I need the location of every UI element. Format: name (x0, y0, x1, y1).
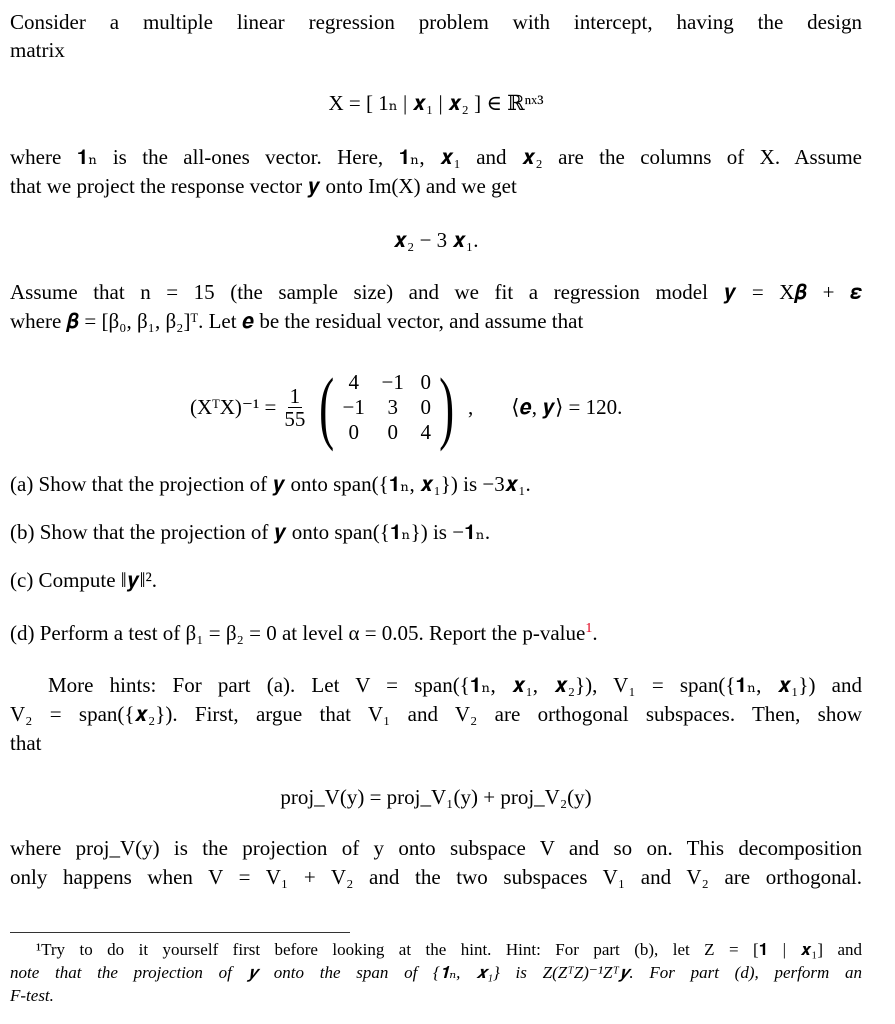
para2-line-2: that we project the response vector 𝒚 onto Im(X) and we get (10, 174, 517, 198)
para3-line-2: where 𝜷 = [β₀, β₁, β₂]ᵀ. Let 𝒆 be the residual vector, and assume that (10, 309, 584, 333)
part-c: (c) Compute ‖𝒚‖². (10, 568, 158, 592)
design-matrix-equation: X = [ 1ₙ | 𝒙₁ | 𝒙₂ ] ∈ ℝⁿˣ³ (328, 91, 544, 115)
matrix-entry: 0 (420, 369, 431, 394)
hints-line-3: that (10, 731, 42, 755)
matrix-lhs: (XᵀX)⁻¹ = (190, 394, 277, 419)
footnote-marker-link[interactable]: 1 (585, 621, 593, 636)
hints-line-2: V₂ = span({𝒙₂}). First, argue that V₁ and V₂ are orthogonal subspaces. Then, show (10, 702, 862, 726)
inner-product-equation: ⟨𝒆, 𝒚⟩ = 120. (511, 394, 623, 419)
matrix-entry: 0 (348, 419, 359, 444)
footnote-line-3: F-test. (10, 986, 54, 1005)
matrix-entry: 0 (420, 394, 431, 419)
right-paren: ) (438, 361, 454, 452)
footnote-divider (10, 932, 350, 933)
fraction (284, 385, 305, 430)
intro-line-2: matrix (10, 38, 65, 62)
footnote-line-1: ¹Try to do it yourself first before looking at the hint. Hint: For part (b), let Z = [𝟏 | 𝒙₁] and (36, 940, 862, 959)
matrix-entry: 0 (387, 419, 398, 444)
matrix-entry: 4 (348, 369, 359, 394)
footnote-line-2: note that the projection of 𝒚 onto the span of {𝟏ₙ, 𝒙₁} is Z(ZᵀZ)⁻¹Zᵀ𝒚. For part (d), perform an (10, 963, 862, 982)
matrix-equation (190, 362, 622, 452)
matrix-entry: 4 (420, 419, 431, 444)
closing-line-2: only happens when V = V₁ + V₂ and the two subspaces V₁ and V₂ are orthogonal. (10, 865, 862, 889)
matrix-grid (337, 370, 437, 445)
projection-equation: 𝒙₂ − 3 𝒙₁. (393, 228, 479, 252)
para3-line-1: Assume that n = 15 (the sample size) and we fit a regression model 𝒚 = X𝜷 + 𝜺 (10, 280, 862, 304)
part-d: (d) Perform a test of β₁ = β₂ = 0 at level α = 0.05. Report the p-value$^1$. (10, 621, 598, 645)
closing-line-1: where proj_V(y) is the projection of y onto subspace V and so on. This decomposition (10, 836, 862, 860)
fraction-denominator: 55 (284, 406, 306, 431)
para2-line-1: where 𝟏ₙ is the all-ones vector. Here, 𝟏ₙ, 𝒙₁ and 𝒙₂ are the columns of X. Assume (10, 145, 862, 169)
part-a: (a) Show that the projection of 𝒚 onto span({𝟏ₙ, 𝒙₁}) is −3𝒙₁. (10, 472, 531, 496)
intro-line-1: Consider a multiple linear regression problem with intercept, having the design (10, 10, 862, 34)
part-b: (b) Show that the projection of 𝒚 onto span({𝟏ₙ}) is −𝟏ₙ. (10, 520, 491, 544)
matrix-entry: −1 (381, 369, 404, 394)
decomposition-equation: proj_V(y) = proj_V₁(y) + proj_V₂(y) (280, 785, 592, 809)
part-d-text: (d) Perform a test of β₁ = β₂ = 0 at level α = 0.05. Report the p-value (10, 621, 586, 645)
matrix-entry: 3 (387, 394, 398, 419)
hints-line-1: More hints: For part (a). Let V = span({𝟏ₙ, 𝒙₁, 𝒙₂}), V₁ = span({𝟏ₙ, 𝒙₁}) and (48, 673, 862, 697)
left-paren: ( (319, 361, 335, 452)
matrix-entry: −1 (342, 394, 365, 419)
matrix-comma: , (468, 394, 474, 419)
fraction-numerator: 1 (289, 383, 301, 408)
